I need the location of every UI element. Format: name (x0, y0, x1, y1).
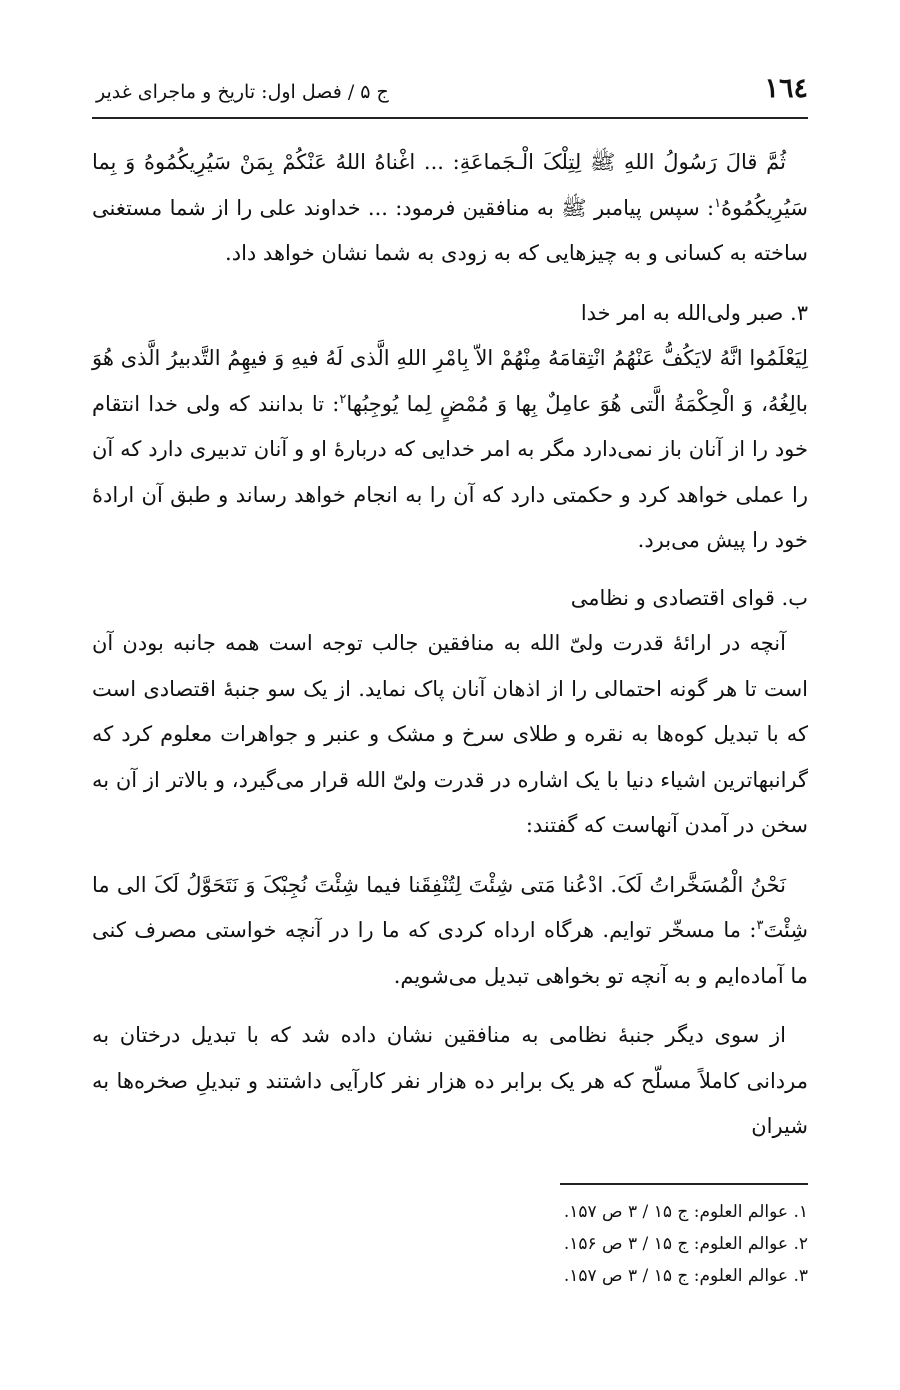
section-heading-3: ۳. صبر ولی‌الله به امر خدا (580, 300, 808, 325)
footnote-3: ۳. عوالم العلوم: ج ۱۵ / ۳ ص ۱۵۷. (563, 1266, 808, 1286)
translation-2: : تا بدانند که ولی خدا انتقام خود را از آنان باز نمی‌دارد مگر به امر خدایی که دربارهٔ او و آنان تدبیری دارد که آن را عملی خواهد کرد و حکمتی دارد که آن را به انجام خواهد رساند و طبق آن ارادهٔ خود را پیش می‌برد. (92, 391, 808, 552)
paragraph-3: آنچه در ارائهٔ قدرت ولیّ الله به منافقین جالب توجه است همه جانبه بودن آن است تا هر گونه احتمالی را از اذهان آنان پاک نماید. از یک سو جنبهٔ اقتصادی است که با تبدیل کوه‌ها به نقره و طلای سرخ و مشک و عنبر و جواهرات معلوم کرد که گرانبهاترین اشیاء دنیا با یک اشاره در قدرت ولیّ الله قرار می‌گیرد، و بالاتر از آن به سخن در آمدن آنهاست که گفتند: (92, 631, 808, 837)
arabic-quote-1: ثُمَّ قالَ رَسُولُ اللهِ ﷺ لِتِلْکَ الْـجَماعَةِ: ... اغْناهُ اللهُ عَنْکُمْ بِمَنْ سَیُرِیکُمُوهُ وَ بِما سَیُرِیکُمُوهُ (92, 150, 808, 220)
arabic-quote-3: نَحْنُ الْمُسَخَّراتُ لَکَ. ادْعُنا مَتی شِئْتَ لِتُنْفِقَنا فیما شِئْتَ نُجِبْکَ وَ نَتَحَوَّلُ لَکَ الی ما شِئْتَ (92, 872, 808, 942)
paragraph-4 (92, 863, 808, 1000)
section-heading-b: ب. قوای اقتصادی و نظامی (570, 585, 808, 610)
footnotes (92, 1196, 808, 1292)
footnote-ref-1: ۱ (714, 195, 722, 211)
running-head: ج ۵ / فصل اول: تاریخ و ماجرای غدیر (96, 81, 389, 103)
page-number: ١٦٤ (764, 73, 808, 104)
footnote-2: ۲. عوالم العلوم: ج ۱۵ / ۳ ص ۱۵۶. (563, 1234, 808, 1254)
translation-1: : سپس پیامبر ﷺ به منافقین فرمود: ... خداوند علی را از شما مستغنی ساخته به کسانی و به چیزهایی که به زودی به شما نشان خواهد داد. (92, 195, 808, 265)
footnote-rule (560, 1183, 808, 1185)
paragraph-1 (92, 140, 808, 277)
footnote-ref-3: ۳ (756, 918, 764, 933)
paragraph-2 (92, 336, 808, 564)
paragraph-5: از سوی دیگر جنبهٔ نظامی به منافقین نشان داده شد که با تبدیل درختان به مردانی کاملاً مسلّح که هر یک برابر ده هزار نفر کارآیی داشتند و تبدیلِ صخره‌ها به شیران (92, 1023, 808, 1138)
book-page (92, 0, 808, 1390)
arabic-quote-2: لِیَعْلَمُوا انَّهُ لایَکُفُّ عَنْهُمُ انْتِقامَهُ مِنْهُمْ الاّ بِامْرِ اللهِ الَّذی لَهُ فیهِ وَ فیهِمُ التَّدبیرُ الَّذی هُوَ بالِغُهُ، وَ الْحِکْمَةُ الَّتی هُوَ عامِلٌ بِها وَ مُمْضٍ لِما یُوجِبُها (92, 346, 808, 416)
translation-3: : ما مسخّر توایم. هرگاه ارداه کردی که ما را در آنچه خواستی مصرف کنی ما آماده‌ایم و به آنچه تو بخواهی تبدیل می‌شویم. (92, 918, 808, 988)
header-rule (92, 117, 808, 119)
main-text (92, 140, 808, 1150)
footnote-ref-2: ۲ (339, 391, 347, 407)
page-header (92, 70, 808, 110)
footnote-1: ۱. عوالم العلوم: ج ۱۵ / ۳ ص ۱۵۷. (563, 1202, 808, 1222)
